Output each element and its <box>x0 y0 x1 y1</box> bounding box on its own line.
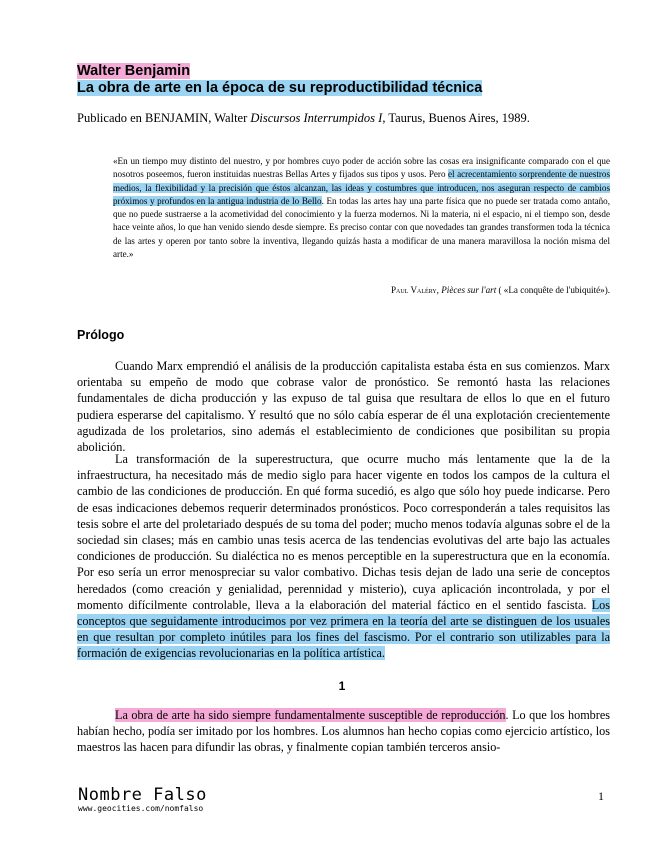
citation-work: Pièces sur l'art <box>441 285 497 295</box>
paragraph-highlight: La obra de arte ha sido siempre fundamentalmente susceptible de reproducción <box>115 708 506 722</box>
epigraph-citation <box>113 284 610 297</box>
page-number: 1 <box>598 789 604 803</box>
section-number: 1 <box>338 679 346 693</box>
prologue-heading: Prólogo <box>77 328 125 342</box>
publisher-logo <box>78 786 207 813</box>
logo-name: Nombre Falso <box>78 785 207 805</box>
prologue-paragraph-1 <box>77 358 610 455</box>
publication-suffix: , Taurus, Buenos Aires, 1989. <box>382 111 530 125</box>
paragraph-text: La transformación de la superestructura, que ocurre mucho más lentamente que la de la infraestructura, ha necesitado más de medio siglo para hacer vigente en todos los campos de la cultura el cambio de las condiciones de producción. En qué forma sucedió, es algo que sólo hoy puede indicarse. Pero de esas indicaciones debemos requerir determinados pronósticos. Poco corresponderán a tales requisitos las tesis sobre el arte del proletariado después de su toma del poder; mucho menos todavía algunas sobre el de la sociedad sin clases; más en cambio unas tesis acerca de las tendencias evolutivas del arte bajo las actuales condiciones de producción. Su dialéctica no es menos perceptible en la superestructura que en la economía. Por eso sería un error menospreciar su valor combativo. Dichas tesis dejan de lado una serie de conceptos heredados (como creación y genialidad, perennidad y misterio), cuya aplicación incontrolada, y por el momento difícilmente controlable, lleva a la elaboración del material fáctico en el sentido fascista. <box>77 452 610 612</box>
logo-url: www.geocities.com/nomfalso <box>78 804 204 813</box>
paragraph-text: . Lo que los hombres habían hecho, podía ser imitado por los hombres. Los alumnos han hecho copias como ejercicio artístico, los maestros las hacen para difundir las obras, y finalmente copian también terceros ansio- <box>77 708 610 755</box>
epigraph-text-before: «En un tiempo muy distinto del nuestro, y por hombres cuyo poder de acción sobre las cosas era insignificante comparado con el que nosotros poseemos, fueron instituidas nuestras Bellas Artes y fijados sus tipos y usos. Pero <box>113 156 610 180</box>
section-1-paragraph <box>77 707 610 756</box>
publication-line <box>77 110 597 126</box>
citation-rest: ( «La conquête de l'ubiquité»). <box>496 285 610 295</box>
publication-book: Discursos Interrumpidos I <box>250 111 383 125</box>
document-title: La obra de arte en la época de su reproductibilidad técnica <box>77 80 483 96</box>
epigraph-highlight: el acrecentamiento sorprendente de nuestros medios, la flexibilidad y la precisión que éstos alcanzan, las ideas y costumbres que introducen, nos aseguran respecto de cambios próximos y profundos en la antigua industria de lo Bello <box>113 169 610 206</box>
prologue-paragraph-2 <box>77 451 610 662</box>
publication-prefix: Publicado en BENJAMIN, Walter <box>77 111 248 125</box>
epigraph <box>113 155 610 261</box>
header <box>77 63 482 97</box>
author-name: Walter Benjamin <box>77 63 191 79</box>
citation-author: Paul Valéry, <box>390 285 439 295</box>
paragraph-highlight: Los conceptos que seguidamente introducimos por vez primera en la teoría del arte se distinguen de los usuales en que resultan por completo inútiles para los fines del fascismo. Por el contrario son utilizables para la formación de exigencias revolucionarias en la política artística. <box>77 597 610 661</box>
epigraph-text-after: . En todas las artes hay una parte física que no puede ser tratada como antaño, que no puede sustraerse a la acometividad del conocimiento y la fuerza modernos. Ni la materia, ni el espacio, ni el tiempo son, desde hace veinte años, lo que han venido siendo desde siempre. Es preciso contar con que novedades tan grandes transformen toda la técnica de las artes y operen por tanto sobre la inventiva, llegando quizás hasta a modificar de una manera maravillosa la noción misma del arte.» <box>113 195 610 260</box>
paragraph-text: Cuando Marx emprendió el análisis de la producción capitalista estaba ésta en sus comienzos. Marx orientaba su empeño de modo que cobrase valor de pronóstico. Se remontó hasta las relaciones fundamentales de dicha producción y las expuso de tal guisa que resultara de ellos lo que en el futuro pudiera esperarse del capitalismo. Y resultó que no sólo cabía esperar de él una explotación crecientemente agudizada de los proletarios, sino además el establecimiento de condiciones que posibilitan su propia abolición. <box>77 359 610 455</box>
